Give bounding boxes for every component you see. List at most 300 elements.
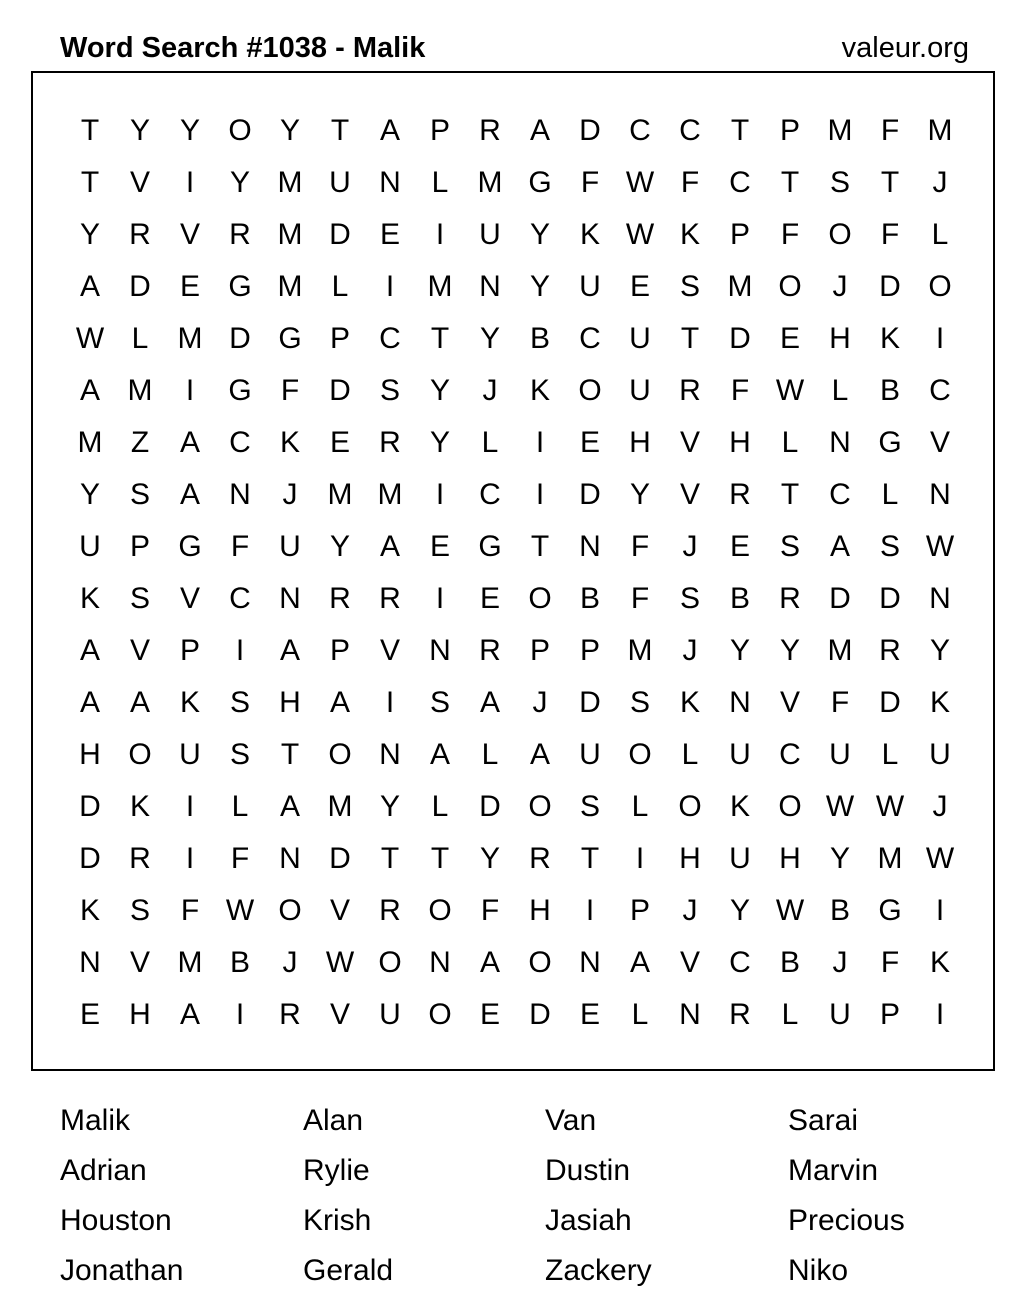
grid-letter: D <box>729 322 751 355</box>
grid-letter: W <box>875 790 905 823</box>
grid-letter: R <box>479 114 501 147</box>
grid-letter: K <box>79 582 100 615</box>
grid-letter: A <box>429 738 450 771</box>
grid-letter: N <box>929 478 951 511</box>
grid-letter: A <box>629 946 650 979</box>
grid-letter: K <box>929 946 950 979</box>
grid-letter: H <box>779 842 801 875</box>
grid-letter: D <box>129 270 151 303</box>
grid-letter: J <box>282 478 298 511</box>
grid-letter: Y <box>279 114 300 147</box>
word-list-item: Precious <box>788 1204 905 1237</box>
grid-letter: V <box>679 946 700 979</box>
grid-letter: T <box>530 530 550 563</box>
grid-letter: U <box>329 166 351 199</box>
grid-letter: T <box>80 166 100 199</box>
grid-letter: B <box>829 894 850 927</box>
grid-letter: Y <box>779 634 800 667</box>
grid-letter: B <box>729 582 750 615</box>
grid-letter: I <box>535 478 545 511</box>
grid-letter: B <box>779 946 800 979</box>
grid-letter: Y <box>229 166 250 199</box>
grid-letter: E <box>729 530 750 563</box>
grid-letter: A <box>79 686 100 719</box>
grid-letter: I <box>385 686 395 719</box>
grid-letter: M <box>627 634 653 667</box>
grid-letter: V <box>679 426 700 459</box>
grid-letter: H <box>529 894 551 927</box>
grid-letter: T <box>330 114 350 147</box>
grid-letter: D <box>879 270 901 303</box>
grid-letter: Z <box>130 426 150 459</box>
grid-letter: V <box>779 686 800 719</box>
grid-letter: R <box>229 218 251 251</box>
grid-letter: J <box>832 946 848 979</box>
grid-letter: O <box>628 738 652 771</box>
grid-letter: Y <box>129 114 150 147</box>
grid-letter: S <box>429 686 450 719</box>
grid-letter: I <box>385 270 395 303</box>
grid-letter: U <box>929 738 951 771</box>
grid-letter: E <box>579 998 600 1031</box>
grid-letter: U <box>179 738 201 771</box>
grid-letter: Y <box>379 790 400 823</box>
grid-letter: A <box>179 478 200 511</box>
puzzle-title: Word Search #1038 - Malik <box>60 32 426 64</box>
grid-letter: Y <box>629 478 650 511</box>
grid-letter: W <box>825 790 855 823</box>
grid-letter: N <box>579 946 601 979</box>
grid-letter: S <box>629 686 650 719</box>
grid-letter: W <box>625 166 655 199</box>
grid-letter: R <box>379 426 401 459</box>
grid-letter: I <box>435 218 445 251</box>
grid-letter: E <box>779 322 800 355</box>
grid-letter: G <box>878 426 902 459</box>
grid-letter: P <box>329 322 350 355</box>
grid-letter: U <box>829 998 851 1031</box>
grid-letter: D <box>329 842 351 875</box>
grid-letter: A <box>379 530 400 563</box>
grid-letter: T <box>730 114 750 147</box>
grid-letter: O <box>828 218 852 251</box>
grid-letter: F <box>280 374 300 407</box>
word-list-item: Rylie <box>303 1154 370 1187</box>
grid-letter: P <box>579 634 600 667</box>
site-name: valeur.org <box>841 32 969 64</box>
grid-letter: U <box>379 998 401 1031</box>
grid-letter: I <box>185 842 195 875</box>
grid-letter: M <box>277 166 303 199</box>
grid-letter: P <box>429 114 450 147</box>
grid-letter: R <box>329 582 351 615</box>
grid-letter: O <box>378 946 402 979</box>
grid-letter: K <box>179 686 200 719</box>
grid-letter: S <box>129 478 150 511</box>
grid-letter: U <box>579 738 601 771</box>
puzzle-box <box>31 71 995 1071</box>
grid-letter: T <box>80 114 100 147</box>
grid-letter: G <box>878 894 902 927</box>
grid-letter: M <box>77 426 103 459</box>
grid-letter: F <box>180 894 200 927</box>
grid-letter: G <box>478 530 502 563</box>
grid-letter: V <box>129 634 150 667</box>
grid-letter: A <box>529 114 550 147</box>
grid-letter: S <box>229 686 250 719</box>
grid-letter: L <box>781 998 799 1031</box>
grid-letter: F <box>830 686 850 719</box>
grid-letter: Y <box>429 426 450 459</box>
grid-letter: O <box>528 946 552 979</box>
grid-letter: Y <box>179 114 200 147</box>
grid-letter: H <box>629 426 651 459</box>
grid-letter: U <box>479 218 501 251</box>
grid-letter: Y <box>479 322 500 355</box>
grid-letter: C <box>579 322 601 355</box>
grid-letter: N <box>379 166 401 199</box>
grid-letter: M <box>277 218 303 251</box>
grid-letter: D <box>829 582 851 615</box>
grid-letter: M <box>877 842 903 875</box>
grid-letter: E <box>629 270 650 303</box>
grid-letter: K <box>279 426 300 459</box>
grid-letter: G <box>528 166 552 199</box>
grid-letter: J <box>932 790 948 823</box>
grid-letter: V <box>129 946 150 979</box>
grid-letter: U <box>579 270 601 303</box>
grid-letter: Y <box>79 218 100 251</box>
grid-letter: I <box>435 478 445 511</box>
grid-letter: W <box>225 894 255 927</box>
grid-letter: J <box>532 686 548 719</box>
grid-letter: W <box>625 218 655 251</box>
grid-letter: K <box>79 894 100 927</box>
grid-letter: A <box>329 686 350 719</box>
grid-letter: I <box>235 998 245 1031</box>
grid-letter: A <box>529 738 550 771</box>
grid-letter: M <box>277 270 303 303</box>
grid-letter: F <box>230 842 250 875</box>
grid-letter: I <box>435 582 445 615</box>
grid-letter: K <box>729 790 750 823</box>
grid-letter: R <box>479 634 501 667</box>
grid-letter: D <box>879 686 901 719</box>
grid-letter: A <box>279 634 300 667</box>
grid-letter: I <box>185 374 195 407</box>
grid-letter: A <box>79 270 100 303</box>
grid-letter: I <box>585 894 595 927</box>
grid-letter: V <box>929 426 950 459</box>
grid-letter: G <box>228 270 252 303</box>
grid-letter: M <box>727 270 753 303</box>
grid-letter: O <box>528 582 552 615</box>
grid-letter: P <box>129 530 150 563</box>
grid-letter: B <box>879 374 900 407</box>
grid-letter: P <box>779 114 800 147</box>
word-list-item: Zackery <box>545 1254 652 1287</box>
grid-letter: H <box>729 426 751 459</box>
grid-letter: F <box>630 582 650 615</box>
grid-letter: P <box>529 634 550 667</box>
grid-letter: S <box>679 270 700 303</box>
grid-letter: G <box>178 530 202 563</box>
grid-letter: M <box>827 634 853 667</box>
grid-letter: R <box>729 478 751 511</box>
grid-letter: R <box>779 582 801 615</box>
grid-letter: J <box>932 166 948 199</box>
grid-letter: J <box>682 894 698 927</box>
grid-letter: J <box>832 270 848 303</box>
page-header <box>60 26 969 70</box>
grid-letter: V <box>679 478 700 511</box>
grid-letter: O <box>128 738 152 771</box>
grid-letter: A <box>829 530 850 563</box>
grid-letter: M <box>177 946 203 979</box>
grid-letter: C <box>379 322 401 355</box>
grid-letter: S <box>829 166 850 199</box>
grid-letter: B <box>529 322 550 355</box>
grid-letter: A <box>79 634 100 667</box>
grid-letter: T <box>580 842 600 875</box>
grid-letter: W <box>925 530 955 563</box>
grid-letter: N <box>729 686 751 719</box>
grid-letter: T <box>780 478 800 511</box>
grid-letter: F <box>780 218 800 251</box>
grid-letter: U <box>629 322 651 355</box>
grid-letter: B <box>579 582 600 615</box>
grid-letter: T <box>680 322 700 355</box>
grid-letter: E <box>329 426 350 459</box>
grid-letter: R <box>529 842 551 875</box>
grid-letter: D <box>579 686 601 719</box>
grid-letter: E <box>579 426 600 459</box>
grid-letter: T <box>430 842 450 875</box>
grid-letter: R <box>379 894 401 927</box>
grid-letter: F <box>730 374 750 407</box>
grid-letter: U <box>629 374 651 407</box>
grid-letter: J <box>682 530 698 563</box>
grid-letter: O <box>228 114 252 147</box>
grid-letter: F <box>680 166 700 199</box>
grid-letter: A <box>179 998 200 1031</box>
word-list-item: Marvin <box>788 1154 879 1187</box>
grid-letter: E <box>79 998 100 1031</box>
grid-letter: N <box>929 582 951 615</box>
grid-letter: L <box>631 790 649 823</box>
grid-letter: R <box>129 842 151 875</box>
grid-letter: K <box>129 790 150 823</box>
grid-letter: L <box>631 998 649 1031</box>
grid-letter: S <box>879 530 900 563</box>
grid-letter: R <box>129 218 151 251</box>
grid-letter: S <box>679 582 700 615</box>
grid-letter: C <box>729 166 751 199</box>
grid-letter: V <box>329 894 350 927</box>
grid-letter: A <box>479 946 500 979</box>
grid-letter: U <box>829 738 851 771</box>
grid-letter: D <box>579 478 601 511</box>
grid-letter: I <box>635 842 645 875</box>
grid-letter: I <box>935 894 945 927</box>
grid-letter: Y <box>529 218 550 251</box>
word-list-item: Sarai <box>788 1104 859 1137</box>
grid-letter: R <box>679 374 701 407</box>
grid-letter: L <box>681 738 699 771</box>
grid-letter: D <box>329 218 351 251</box>
grid-letter: J <box>482 374 498 407</box>
grid-letter: K <box>929 686 950 719</box>
letter-grid <box>33 73 993 1069</box>
word-list-item: Jasiah <box>545 1204 632 1237</box>
grid-letter: N <box>429 946 451 979</box>
grid-letter: M <box>127 374 153 407</box>
grid-letter: E <box>479 998 500 1031</box>
grid-letter: R <box>729 998 751 1031</box>
grid-letter: K <box>679 218 700 251</box>
grid-letter: Y <box>329 530 350 563</box>
grid-letter: O <box>428 894 452 927</box>
grid-letter: W <box>75 322 105 355</box>
grid-letter: O <box>328 738 352 771</box>
grid-letter: Y <box>729 894 750 927</box>
grid-letter: O <box>578 374 602 407</box>
grid-letter: M <box>477 166 503 199</box>
grid-letter: S <box>379 374 400 407</box>
grid-letter: H <box>129 998 151 1031</box>
grid-letter: N <box>279 582 301 615</box>
grid-letter: K <box>579 218 600 251</box>
grid-letter: Y <box>929 634 950 667</box>
word-list-item: Van <box>545 1104 597 1137</box>
grid-letter: L <box>781 426 799 459</box>
grid-letter: P <box>729 218 750 251</box>
grid-letter: M <box>927 114 953 147</box>
grid-letter: C <box>679 114 701 147</box>
grid-letter: C <box>229 426 251 459</box>
grid-letter: T <box>880 166 900 199</box>
grid-letter: L <box>431 166 449 199</box>
grid-letter: W <box>925 842 955 875</box>
grid-letter: I <box>185 790 195 823</box>
grid-letter: H <box>829 322 851 355</box>
grid-letter: H <box>679 842 701 875</box>
word-list <box>60 1096 1020 1306</box>
grid-letter: A <box>179 426 200 459</box>
word-list-item: Krish <box>303 1204 372 1237</box>
grid-letter: H <box>79 738 101 771</box>
word-list-item: Dustin <box>545 1154 631 1187</box>
grid-letter: R <box>279 998 301 1031</box>
grid-letter: U <box>729 738 751 771</box>
grid-letter: D <box>329 374 351 407</box>
grid-letter: B <box>229 946 250 979</box>
grid-letter: L <box>481 738 499 771</box>
grid-letter: D <box>79 842 101 875</box>
grid-letter: P <box>179 634 200 667</box>
grid-letter: S <box>129 894 150 927</box>
grid-letter: V <box>329 998 350 1031</box>
grid-letter: A <box>479 686 500 719</box>
grid-letter: O <box>778 270 802 303</box>
grid-letter: J <box>282 946 298 979</box>
grid-letter: L <box>231 790 249 823</box>
grid-letter: Y <box>429 374 450 407</box>
grid-letter: M <box>327 790 353 823</box>
grid-letter: A <box>129 686 150 719</box>
grid-letter: L <box>331 270 349 303</box>
grid-letter: I <box>935 998 945 1031</box>
grid-letter: V <box>129 166 150 199</box>
grid-letter: N <box>829 426 851 459</box>
word-list-item: Malik <box>60 1104 131 1137</box>
grid-letter: N <box>679 998 701 1031</box>
grid-letter: E <box>379 218 400 251</box>
word-list-item: Houston <box>60 1204 172 1237</box>
grid-letter: P <box>879 998 900 1031</box>
grid-letter: F <box>230 530 250 563</box>
grid-letter: O <box>928 270 952 303</box>
grid-letter: I <box>185 166 195 199</box>
grid-letter: C <box>779 738 801 771</box>
word-list-item: Gerald <box>303 1254 394 1287</box>
grid-letter: Y <box>729 634 750 667</box>
grid-letter: K <box>879 322 900 355</box>
grid-letter: N <box>479 270 501 303</box>
grid-letter: W <box>775 894 805 927</box>
grid-letter: F <box>580 166 600 199</box>
grid-letter: A <box>379 114 400 147</box>
grid-letter: T <box>780 166 800 199</box>
grid-letter: W <box>775 374 805 407</box>
grid-letter: M <box>327 478 353 511</box>
grid-letter: L <box>431 790 449 823</box>
grid-letter: U <box>279 530 301 563</box>
grid-letter: U <box>79 530 101 563</box>
grid-letter: V <box>179 582 200 615</box>
word-list-item: Adrian <box>60 1154 147 1187</box>
grid-letter: F <box>880 946 900 979</box>
grid-letter: D <box>529 998 551 1031</box>
grid-letter: E <box>479 582 500 615</box>
grid-letter: E <box>429 530 450 563</box>
grid-letter: J <box>682 634 698 667</box>
grid-letter: I <box>235 634 245 667</box>
grid-letter: D <box>879 582 901 615</box>
grid-letter: E <box>179 270 200 303</box>
grid-letter: M <box>827 114 853 147</box>
grid-letter: I <box>535 426 545 459</box>
grid-letter: M <box>427 270 453 303</box>
grid-letter: V <box>379 634 400 667</box>
grid-letter: G <box>228 374 252 407</box>
grid-letter: D <box>229 322 251 355</box>
grid-letter: Y <box>479 842 500 875</box>
grid-letter: P <box>329 634 350 667</box>
grid-letter: F <box>630 530 650 563</box>
grid-letter: F <box>880 114 900 147</box>
grid-letter: R <box>379 582 401 615</box>
grid-letter: N <box>379 738 401 771</box>
grid-letter: A <box>279 790 300 823</box>
grid-letter: T <box>380 842 400 875</box>
grid-letter: O <box>428 998 452 1031</box>
grid-letter: L <box>481 426 499 459</box>
grid-letter: N <box>79 946 101 979</box>
grid-letter: O <box>778 790 802 823</box>
grid-letter: D <box>79 790 101 823</box>
grid-letter: K <box>679 686 700 719</box>
